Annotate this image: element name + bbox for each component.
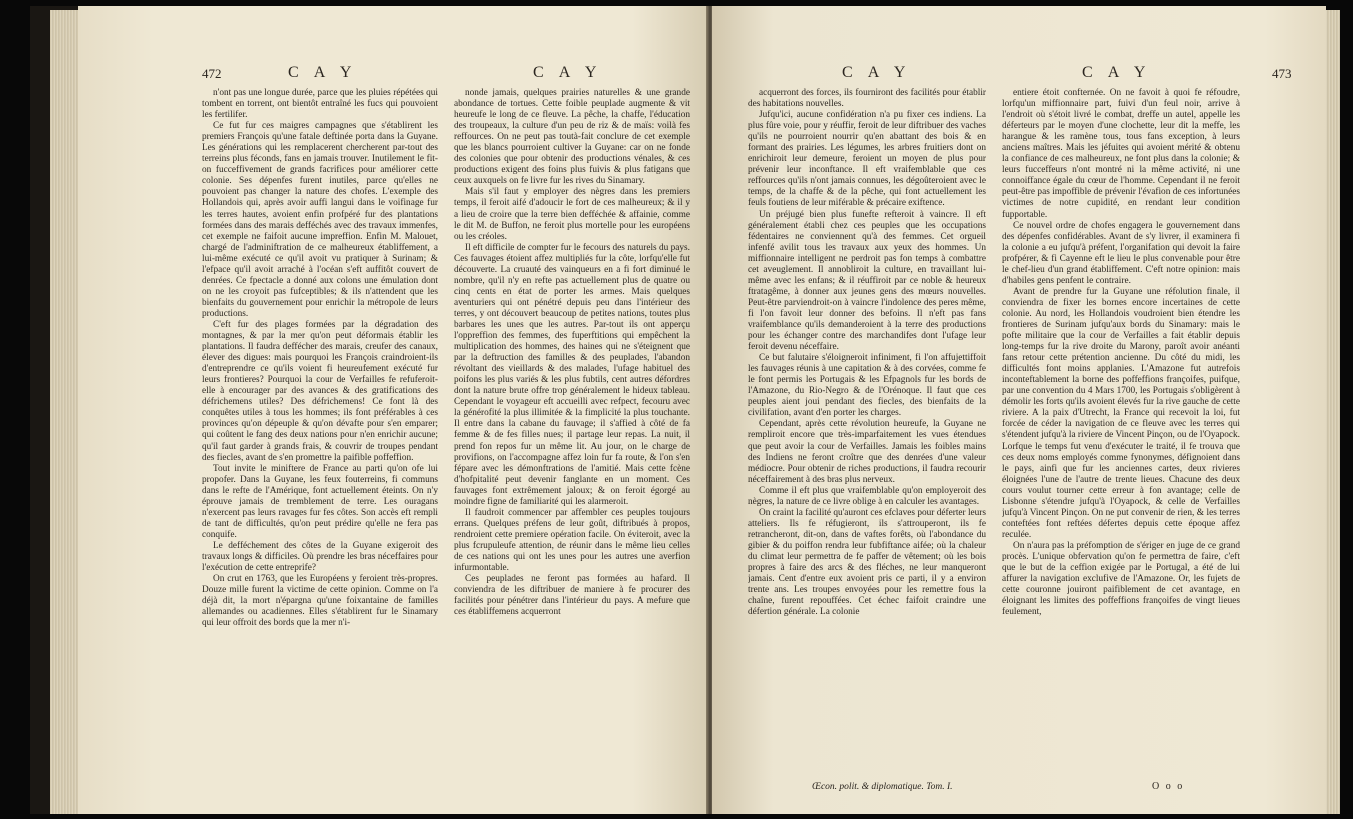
- right-page-header: [712, 64, 1326, 86]
- right-page-column-1: [748, 88, 986, 788]
- paragraph: On craint la facilité qu'auront ces efclaves pour déferter leurs atteliers. Ils fe réfugieront, ils s'attrouperont, ils fe retrancheront, dit-on, dans de vaftes forêts, où l'abondance du gibier & du poiffon rendra leur fubfiftance aifée; où la chaleur du climat leur permettra de fe paffer de vêtement; où les bois propres à faire des arcs & des fléches, ne leur manqueront jamais. Cent d'entre eux avoient pris ce parti, il y a environ trente ans. Les troupes envoyées pour les remettre fous la chaîne, furent repouffées. Cet échec faifoit craindre une défertion générale. La colonie: [748, 507, 986, 618]
- paragraph: Mais s'il faut y employer des nègres dans les premiers temps, il feroit aifé d'adoucir le fort de ces malheureux; & il y a lieu de croire que la terre bien defféchée & affainie, comme le dit M. de Buffon, ne feroit plus mortelle pour les européens ou les créoles.: [454, 187, 690, 242]
- paragraph: nonde jamais, quelques prairies naturelles & une grande abondance de tortues. Cette foible peuplade augmente & vit heureufe le long de ce fleuve. La pêche, la chaffe, l'éducation des troupeaux, la culture d'un peu de riz & de maïs: voilà fes reffources. On ne peut pas toutà-fait conclure de cet exemple que les blancs pourroient cultiver la Guyane: car on ne fonde des colonies que pour obtenir des productions vénales, & ces productions exigent des foins plus fuivis & plus fatigans que ceux auxquels on fe livre fur les rives du Sinamary.: [454, 88, 690, 187]
- paragraph: Le defféchement des côtes de la Guyane exigeroit des travaux longs & difficiles. Où prendre les bras néceffaires pour l'exécution de cette entreprife?: [202, 540, 438, 574]
- paragraph: acquerront des forces, ils fourniront des facilités pour établir des habitations nouvelles.: [748, 88, 986, 110]
- running-head-right: C A Y: [533, 64, 603, 81]
- right-page: [712, 6, 1326, 814]
- paragraph: Ces peuplades ne feront pas formées au hafard. Il conviendra de les diftribuer de maniere à fe procurer des facilités pour pénétrer dans l'intérieur du pays. A mefure que ces établiffemens acquerront: [454, 574, 690, 618]
- paragraph: Ce but falutaire s'éloigneroit infiniment, fi l'on affujettiffoit les fauvages réunis à une capitation & à des corvées, comme fe le font permis les Portugais & les Efpagnols fur les bords de l'Amazone, du Rio-Negro & de l'Orénoque. Il faut que ces peuples aient joui pendant des fiecles, des bienfaits de la civilifation, avant d'en porter les charges.: [748, 353, 986, 419]
- paragraph: Tout invite le miniftere de France au parti qu'on ofe lui propofer. Dans la Guyane, les feux fouterreins, fi communs dans le refte de l'Amérique, font actuellement éteints. On n'y éprouve jamais de tremblement de terre. Les ouragans n'exercent pas leurs ravages fur fes côtes. Son accès eft rempli de tant de difficultés, qu'on peut prédire qu'elle ne fera pas conquife.: [202, 463, 438, 540]
- running-head-left: C A Y: [288, 64, 358, 81]
- paragraph: Un préjugé bien plus funefte refteroit à vaincre. Il eft généralement établi chez ces peuples que les occupations fédentaires ne conviennent qu'à des femmes. Cet orgueil infenfé avilit tous les travaux aux yeux des hommes. Un miffionnaire intelligent ne perdroit pas fon temps à combattre cet aveuglement. Il annobliroit la culture, en travaillant lui-même avec les enfans; & il réuffiroit par ce noble & heureux ftratagême, à donner aux jeunes gens des mœurs nouvelles. Peut-être parviendroit-on à vaincre l'indolence des peres même, fi l'on favoit leur donner des befoins. Il n'eft pas fans vraifemblance qu'ils demanderoient à la terre des productions pour les échanger contre des marchandifes dont l'ufage leur feroit devenu néceffaire.: [748, 209, 986, 353]
- left-page-header: [78, 64, 708, 86]
- page-number: 473: [1272, 66, 1292, 81]
- left-page-column-1: [202, 88, 438, 788]
- right-page-column-2: [1002, 88, 1240, 788]
- running-head-left: C A Y: [842, 64, 912, 81]
- paragraph: On n'aura pas la préfomption de s'ériger en juge de ce grand procès. L'unique obfervation qu'on fe permettra de faire, c'eft que le but de la ceffion exigée par le Portugal, a été de lui affurer la navigation exclufive de l'Amazone. Or, les fujets de cette couronne jouiront paifiblement de cet avantage, en éloignant les limites des poffeffions françoifes de vingt lieues feulement,: [1002, 540, 1240, 618]
- paragraph: Il eft difficile de compter fur le fecours des naturels du pays. Ces fauvages étoient affez multipliés fur la côte, lorfqu'elle fut découverte. La cruauté des vainqueurs en a fi fort diminué le nombre, qu'il n'y en refte pas actuellement plus de quatre ou cinq cents en état de porter les armes. Mais quelques aventuriers qui ont pénétré depuis peu dans l'intérieur des terres, y ont découvert beaucoup de petites nations, toutes plus barbares les unes que les autres. Par-tout ils ont apperçu l'oppreffion des femmes, des fuperftitions qui empêchent la multiplication des hommes, des haines qui ne s'éteignent que par la deftruction des familles & des peuplades, l'abandon révoltant des vieillards & des malades, l'ufage habituel des poifons les plus variés & les plus fubtils, cent autres défordres dont la nature brute offre trop généralement le hideux tableau. Cependant le voyageur eft accueilli avec refpect, fecouru avec la générofité la plus illimitée & la fimplicité la plus touchante. Il entre dans la cabane du fauvage; il s'affied à côté de fa femme & de fes filles nues; il partage leur repas. La nuit, il prend fon repos fur un même lit. Au jour, on le charge de provifions, on l'accompagne affez loin fur fa route, & l'on s'en fépare avec les démonftrations de l'amitié. Mais cette fcène d'hofpitalité peut devenir fanglante en un moment. Ces fauvages font extrêmement jaloux; & on feroit égorgé au moindre figne de familiarité qui les alarmeroit.: [454, 242, 690, 507]
- paragraph: Ce fut fur ces maigres campagnes que s'établirent les premiers François qu'une fatale deftinée porta dans la Guyane. Les générations qui les remplacerent chercherent par-tout des terreins plus féconds, fans en jamais trouver. Inutilement le fit-on fucceffivement de grands facrifices pour améliorer cette colonie. Ses dépenfes furent inutiles, parce qu'elles ne pouvoient pas changer la nature des chofes. L'exemple des Hollandois qui, après avoir auffi langui dans le voifinage fur les terres hautes, avoient enfin profpéré fur des plantations formées dans des marais defféchés avec des travaux immenfes, cet exemple ne faifoit aucune impreffion. Enfin M. Malouet, chargé de l'adminiftration de ce malheureux établiffement, a lui-même exécuté ce qu'il avoit vu pratiquer à Surinam; & l'efpace qu'il avoit arraché à l'océan s'eft auffitôt couvert de denrées. Ce fpectacle a donné aux colons une émulation dont on ne les croyoit pas fufceptibles; & ils n'attendent que les bienfaits du gouvernement pour enrichir la métropole de leurs productions.: [202, 121, 438, 319]
- paragraph: C'eft fur des plages formées par la dégradation des montagnes, & par la mer qu'on peut déformais établir les plantations. Il faudra deffécher des marais, creufer des canaux, élever des digues: mais pourquoi les François craindroient-ils d'entreprendre ce qu'ils voient fi heureufement exécuté fur leurs frontieres? Pourquoi la cour de Verfailles fe refuferoit-elle à encourager par des avances & des gratifications des défrichemens utiles? Des défrichemens! Ce font là des conquêtes utiles à tous les hommes; ils font préférables à ces provinces qu'on dépeuple & qu'on dévafte pour s'en emparer; qui coûtent le fang des deux nations pour n'en enrichir aucune; qu'il faut garder à grands frais, & couvrir de troupes pendant des fiecles, avant de s'en promettre la paifible poffeffion.: [202, 319, 438, 463]
- open-book: [30, 6, 1326, 814]
- left-page-column-2: [454, 88, 690, 788]
- running-head-right: C A Y: [1082, 64, 1152, 81]
- footer-signature-text: Œcon. polit. & diplomatique. Tom. I.: [812, 782, 953, 792]
- paragraph: Avant de prendre fur la Guyane une réfolution finale, il conviendra de fixer les bornes encore incertaines de cette colonie. Au nord, les Hollandois voudroient bien étendre les frontieres de Surinam jufqu'aux bords du Sinamary: mais le pofte militaire que la cour de Verfailles a fait établir depuis long-temps fur la rive droite du Marony, paroît avoir anéanti fans retour cette prétention ancienne. Du côté du midi, les difficultés font moins applanies. L'Amazone fut autrefois inconteftablement la borne des poffeffions françoifes, puifque, par une convention du 4 Mars 1700, les Portugais s'obligèrent à démolir les forts qu'ils avoient élevés fur la rive gauche de cette riviere. A la paix d'Utrecht, la France qui recevoit la loi, fut forcée de céder la navigation de ce fleuve avec les terres qui s'étendent jufqu'à la riviere de Vincent Pinçon, ou de l'Oyapock. Lorfque le temps fut venu d'exécuter le traité, il fe trouva que ces deux noms employés comme fynonymes, défignoient dans le pays, ainfi que fur les anciennes cartes, deux rivieres éloignées l'une de l'autre de trente lieues. Chacune des deux cours voulut tourner cette erreur à fon avantage; celle de Lisbonne s'étendre jufqu'à l'Oyapock, & celle de Verfailles jufqu'à Vincent Pinçon. On ne put convenir de rien, & les terres conteftées font reftées défertes depuis cette époque affez reculée.: [1002, 286, 1240, 540]
- left-page: [78, 6, 708, 814]
- paragraph: n'ont pas une longue durée, parce que les pluies répétées qui tombent en torrent, ont bientôt entraîné les fucs qui pouvoient les fertilifer.: [202, 88, 438, 121]
- gathering-signature: O o o: [1152, 781, 1185, 792]
- page-edges-left: [50, 10, 80, 814]
- paragraph: Ce nouvel ordre de chofes engagera le gouvernement dans des dépenfes confidérables. Avant de s'y livrer, il examinera fi la colonie a eu jufqu'à préfent, l'organifation qui devoit la faire profpérer, & fi Cayenne eft le lieu le plus convenable pour être le chef-lieu d'un grand établiffement. C'eft notre opinion: mais d'habiles gens penfent le contraire.: [1002, 220, 1240, 286]
- paragraph: Comme il eft plus que vraifemblable qu'on employeroit des nègres, la nature de ce livre oblige à en calculer les avantages.: [748, 485, 986, 507]
- paragraph: Jufqu'ici, aucune confidération n'a pu fixer ces indiens. La plus fûre voie, pour y réuffir, feroit de leur diftribuer des vaches qu'ils ne pourroient nourrir qu'en abattant des bois & en formant des prairies. Les légumes, les arbres fruitiers dont on enrichiroit leur demeure, feroient un moyen de plus pour prévenir leur inconftance. Il eft vraifemblable que ces reffources qu'ils n'ont jamais connues, les dégoûteroient avec le temps, de la chaffe & de la pêche, qui font actuellement les feuls foutiens de leur miférable & précaire exiftence.: [748, 110, 986, 209]
- page-number: 472: [202, 66, 222, 81]
- paragraph: Cependant, après cette révolution heureufe, la Guyane ne rempliroit encore que très-imparfaitement les vues étendues que peut avoir la cour de Verfailles. Jamais les foibles mains des Indiens ne feront croître que des denrées d'une valeur médiocre. Pour obtenir de riches productions, il faudra recourir néceffairement à des bras plus nerveux.: [748, 419, 986, 485]
- paragraph: Il faudroit commencer par affembler ces peuples toujours errans. Quelques préfens de leur goût, diftribués à propos, rendroient cette premiere opération facile. On éviteroit, avec la plus fcrupuleufe attention, de réunir dans le même lieu celles de ces nations qui ont les unes pour les autres une averfion infurmontable.: [454, 507, 690, 574]
- paragraph: On crut en 1763, que les Européens y feroient très-propres. Douze mille furent la victime de cette opinion. Comme on l'a déjà dit, la mort n'épargna qu'une foixantaine de familles allemandes ou acadiennes. Elles s'établirent fur le Sinamary qui leur offroit des bords que la mer n'i-: [202, 574, 438, 629]
- paragraph: entiere étoit confternée. On ne favoit à quoi fe réfoudre, lorfqu'un miffionnaire part, fuivi d'un feul noir, arrive à l'endroit où s'étoit livré le combat, dreffe un autel, appelle les déferteurs par le moyen d'une clochette, leur dit la meffe, les harangue & les ramène tous, tous fans exception, à leurs anciens maîtres. Mais les jéfuites qui avoient mérité & obtenu la confiance de ces malheureux, ne font plus dans la colonie; & leurs fucceffeurs n'ont montré ni la même activité, ni une connoiffance égale du cœur de l'homme. Cependant il ne feroit peut-être pas impoffible de prévenir l'évafion de ces infortunées victimes de notre cupidité, en rendant leur condition fupportable.: [1002, 88, 1240, 220]
